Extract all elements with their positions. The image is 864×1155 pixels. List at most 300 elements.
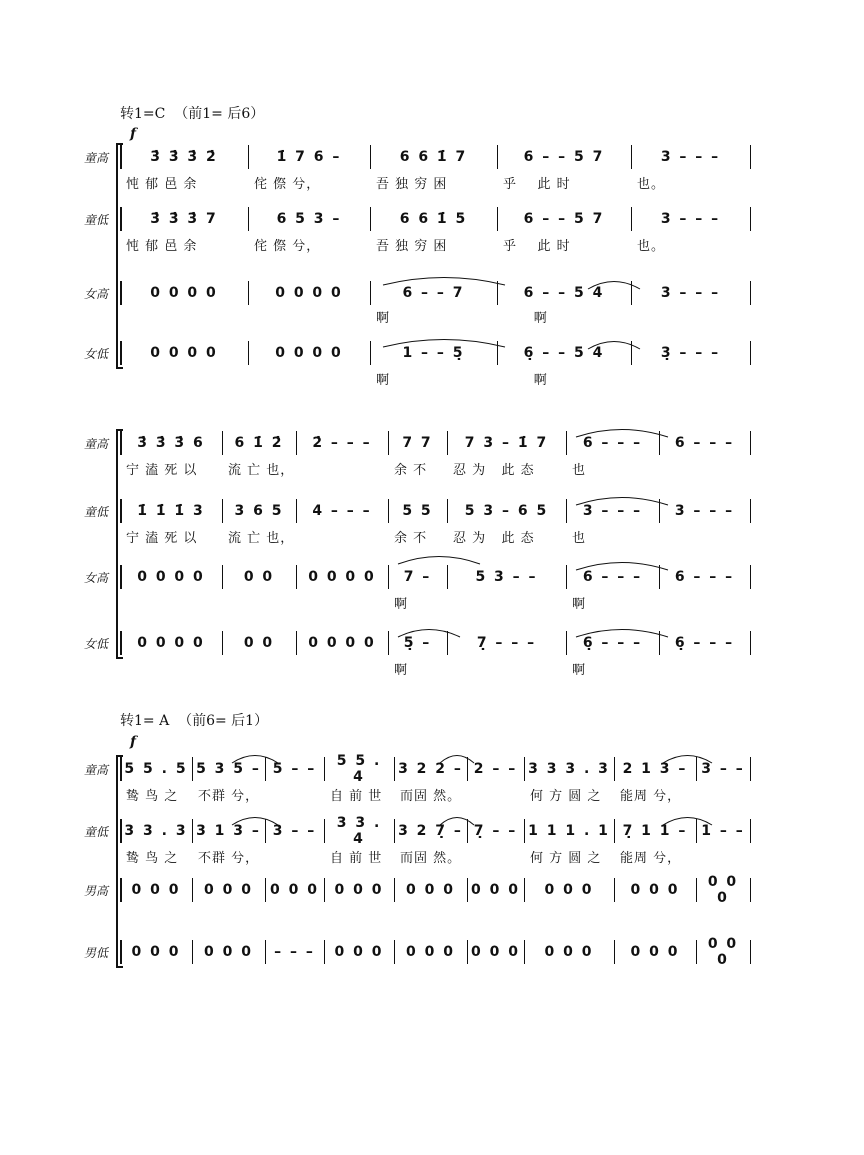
slur-mark xyxy=(576,626,668,638)
bar-line xyxy=(394,940,395,964)
slur-mark xyxy=(663,814,712,826)
measure xyxy=(663,631,746,655)
slur-mark xyxy=(576,426,668,438)
measure xyxy=(124,499,218,523)
bar-line xyxy=(120,341,122,365)
measure xyxy=(392,565,443,589)
voice-part-label: 女高 xyxy=(83,287,108,301)
measure-notes: 7̣ – – – xyxy=(476,635,537,651)
lyric-text: 自 前 世 xyxy=(330,789,383,804)
measure xyxy=(663,499,746,523)
measure-notes: 5 3 5 – xyxy=(196,761,261,777)
slur-mark xyxy=(663,752,712,764)
measure-notes: 3 3 3 . 3 xyxy=(528,761,610,777)
measure-notes: 3 2 2 – xyxy=(398,761,463,777)
slur-mark xyxy=(398,626,460,638)
measure-notes: 0 0 0 xyxy=(707,874,739,906)
bar-line xyxy=(750,499,751,523)
system-bracket xyxy=(116,143,123,369)
system-bracket xyxy=(116,755,123,968)
voice-part-label: 童低 xyxy=(83,505,108,519)
measure-notes: 3 – – – xyxy=(674,503,735,519)
lyric-text: 鸷 鸟 之 xyxy=(126,851,179,866)
lyric-text: 啊 xyxy=(376,373,391,388)
measure-notes: 0 0 0 0 xyxy=(137,569,205,585)
lyric-text: 何 方 圆 之 xyxy=(530,789,602,804)
lyric-text: 不群 兮， xyxy=(198,851,260,866)
bar-line xyxy=(296,431,297,455)
measure-notes: 0 0 0 xyxy=(630,944,680,960)
lyric-text: 啊 xyxy=(376,311,391,326)
measure-notes: 5 3 – 6 5 xyxy=(464,503,549,519)
measure xyxy=(635,281,746,305)
voice-part-label: 童高 xyxy=(83,151,108,165)
bar-line xyxy=(370,207,371,231)
bar-line xyxy=(222,565,223,589)
system-bracket xyxy=(116,429,123,659)
bar-line xyxy=(614,940,615,964)
lyric-text: 余 不 xyxy=(394,463,428,478)
bar-line xyxy=(696,878,697,902)
lyric-text: 侘 傺 兮， xyxy=(254,177,321,192)
measure-notes: 3̣ – – – xyxy=(660,345,721,361)
measure-notes: 3 2 7̣ – xyxy=(398,823,463,839)
measure xyxy=(501,207,627,231)
measure-notes: 0 0 0 xyxy=(131,882,181,898)
measure-notes: 3 – – xyxy=(272,823,317,839)
measure-notes: 6̣ – – – xyxy=(674,635,735,651)
measure xyxy=(124,431,218,455)
measure-notes: 0 0 0 xyxy=(544,944,594,960)
measure-notes: 5̣ – xyxy=(403,635,432,651)
measure xyxy=(635,207,746,231)
measure-notes: 6 – – – xyxy=(582,435,643,451)
dynamic-marking: f xyxy=(130,734,137,750)
measure xyxy=(471,940,520,964)
measure-notes: 0 0 0 xyxy=(334,882,384,898)
measure xyxy=(528,940,610,964)
bar-line xyxy=(467,940,468,964)
lyric-text: 流 亡 也， xyxy=(228,531,295,546)
bar-line xyxy=(497,207,498,231)
measure xyxy=(451,565,562,589)
measure xyxy=(124,757,188,781)
bar-line xyxy=(394,757,395,781)
measure-notes: 1 1 1 . 1 xyxy=(528,823,610,839)
slur-mark xyxy=(232,752,278,764)
measure xyxy=(124,631,218,655)
bar-line xyxy=(750,281,751,305)
measure-notes: 3 1 3 – xyxy=(196,823,261,839)
bar-line xyxy=(120,819,122,843)
measure-notes: 6 – – – xyxy=(674,569,735,585)
slur-mark xyxy=(576,494,668,506)
bar-line xyxy=(222,631,223,655)
measure-notes: 0 0 0 xyxy=(204,944,253,960)
measure xyxy=(124,207,244,231)
bar-line xyxy=(192,819,193,843)
measure xyxy=(700,936,746,968)
lyric-text: 忍 为 此 态 xyxy=(453,463,535,478)
bar-line xyxy=(120,207,122,231)
measure xyxy=(328,878,390,902)
voice-part-label: 女低 xyxy=(83,347,108,361)
measure-notes: 5 5 . 4 xyxy=(336,753,382,785)
bar-line xyxy=(566,499,567,523)
bar-line xyxy=(370,281,371,305)
measure-notes: 0 0 0 0 xyxy=(308,569,376,585)
slur-mark xyxy=(440,814,474,826)
measure-notes: 6 6 1̇ 5 xyxy=(399,211,468,227)
measure xyxy=(124,145,244,169)
bar-line xyxy=(265,878,266,902)
measure-notes: 2 1 3 – xyxy=(622,761,688,777)
bar-line xyxy=(750,757,751,781)
key-change-label: 转1= A （前6= 后1） xyxy=(120,713,269,729)
measure xyxy=(226,631,292,655)
lyric-text: 宁 溘 死 以 xyxy=(126,531,198,546)
measure xyxy=(328,753,390,785)
bar-line xyxy=(447,499,448,523)
measure xyxy=(663,431,746,455)
voice-part-label: 女高 xyxy=(83,571,108,585)
bar-line xyxy=(192,940,193,964)
measure-notes: 0 0 0 0 xyxy=(150,285,218,301)
lyric-text: 忳 郁 邑 余 xyxy=(126,177,198,192)
bar-line xyxy=(120,565,122,589)
measure-notes: 1̇ 1̇ 1̇ 3 xyxy=(137,503,205,519)
lyric-text: 啊 xyxy=(572,597,587,612)
bar-line xyxy=(524,878,525,902)
measure xyxy=(252,281,366,305)
lyric-text: 也。 xyxy=(637,239,666,254)
bar-line xyxy=(631,207,632,231)
measure-notes: 3̇ 3̇ 3̇ 2̇ xyxy=(150,149,218,165)
dynamic-marking: f xyxy=(130,126,137,142)
bar-line xyxy=(120,499,122,523)
bar-line xyxy=(750,878,751,902)
measure-notes: 0 0 0 0 xyxy=(275,285,343,301)
measure-notes: – – – xyxy=(274,944,315,960)
measure xyxy=(618,878,692,902)
bar-line xyxy=(248,341,249,365)
measure-notes: 3 – – – xyxy=(660,149,721,165)
lyric-text: 也 xyxy=(572,531,587,546)
bar-line xyxy=(394,878,395,902)
measure-notes: 6 – – – xyxy=(582,569,643,585)
measure xyxy=(663,565,746,589)
lyric-text: 鸷 鸟 之 xyxy=(126,789,179,804)
measure-notes: 3 – – – xyxy=(660,285,721,301)
measure-notes: 6 6 1̇ 7 xyxy=(399,149,468,165)
measure-notes: 2̇ – – – xyxy=(312,435,372,451)
measure-notes: 3 6 5 xyxy=(234,503,284,519)
measure xyxy=(124,565,218,589)
bar-line xyxy=(192,757,193,781)
bar-line xyxy=(222,431,223,455)
measure-notes: 3 3 . 3 xyxy=(124,823,188,839)
bar-line xyxy=(566,431,567,455)
measure-notes: 7̣ – – xyxy=(473,823,518,839)
bar-line xyxy=(750,631,751,655)
slur-mark xyxy=(398,553,480,565)
measure xyxy=(471,878,520,902)
lyric-text: 忳 郁 邑 余 xyxy=(126,239,198,254)
measure xyxy=(618,940,692,964)
measure-notes: 2 – – xyxy=(473,761,518,777)
measure-notes: 0 0 0 0 xyxy=(137,635,205,651)
bar-line xyxy=(296,631,297,655)
measure xyxy=(398,878,463,902)
measure xyxy=(398,940,463,964)
bar-line xyxy=(696,940,697,964)
measure-notes: 0 0 0 xyxy=(270,882,319,898)
measure xyxy=(451,631,562,655)
measure-notes: 3 3 . 4 xyxy=(336,815,382,847)
bar-line xyxy=(614,878,615,902)
bar-line xyxy=(750,341,751,365)
bar-line xyxy=(750,819,751,843)
bar-line xyxy=(388,565,389,589)
measure-notes: 5 5 xyxy=(402,503,433,519)
measure-notes: 0 0 0 xyxy=(471,882,520,898)
bar-line xyxy=(222,499,223,523)
measure-notes: 0 0 0 xyxy=(204,882,253,898)
measure xyxy=(226,565,292,589)
voice-part-label: 男高 xyxy=(83,884,108,898)
bar-line xyxy=(524,819,525,843)
measure-notes: 0 0 0 0 xyxy=(150,345,218,361)
lyric-text: 啊 xyxy=(394,663,409,678)
lyric-text: 能周 兮， xyxy=(620,851,682,866)
slur-mark xyxy=(588,278,640,290)
bar-line xyxy=(324,878,325,902)
measure-notes: 5 5 . 5 xyxy=(124,761,188,777)
slur-mark xyxy=(232,814,278,826)
bar-line xyxy=(388,499,389,523)
voice-part-label: 女低 xyxy=(83,637,108,651)
measure-notes: 6 – – 7 xyxy=(402,285,465,301)
measure-notes: 5 3 – – xyxy=(475,569,538,585)
measure xyxy=(328,815,390,847)
measure xyxy=(392,499,443,523)
lyric-text: 能周 兮， xyxy=(620,789,682,804)
bar-line xyxy=(370,145,371,169)
key-change-label: 转1=C （前1= 后6） xyxy=(120,106,265,122)
measure xyxy=(124,819,188,843)
measure xyxy=(300,631,384,655)
bar-line xyxy=(248,207,249,231)
measure xyxy=(471,757,520,781)
measure-notes: 1 – – 5̣ xyxy=(402,345,465,361)
bar-line xyxy=(248,281,249,305)
bar-line xyxy=(120,281,122,305)
bar-line xyxy=(614,757,615,781)
bar-line xyxy=(120,145,122,169)
bar-line xyxy=(394,819,395,843)
voice-part-label: 男低 xyxy=(83,946,108,960)
measure-notes: 3 – – – xyxy=(582,503,643,519)
measure xyxy=(374,207,493,231)
lyric-text: 吾 独 穷 困 xyxy=(376,177,448,192)
measure-notes: 0 0 0 0 xyxy=(275,345,343,361)
measure xyxy=(451,499,562,523)
bar-line xyxy=(248,145,249,169)
measure-notes: 0 0 0 xyxy=(707,936,739,968)
measure-notes: 7̣ 1 1 – xyxy=(622,823,688,839)
lyric-text: 侘 傺 兮， xyxy=(254,239,321,254)
measure xyxy=(528,878,610,902)
measure xyxy=(392,431,443,455)
bar-line xyxy=(324,757,325,781)
measure xyxy=(300,499,384,523)
measure xyxy=(124,940,188,964)
bar-line xyxy=(120,631,122,655)
bar-line xyxy=(120,431,122,455)
lyric-text: 啊 xyxy=(394,597,409,612)
bar-line xyxy=(120,940,122,964)
measure-notes: 3 – – xyxy=(701,761,745,777)
measure-notes: 0 0 0 xyxy=(630,882,680,898)
lyric-text: 余 不 xyxy=(394,531,428,546)
measure xyxy=(226,431,292,455)
lyric-text: 啊 xyxy=(572,663,587,678)
lyric-text: 而固 然。 xyxy=(400,789,462,804)
measure-notes: 7 7 xyxy=(402,435,433,451)
bar-line xyxy=(467,878,468,902)
bar-line xyxy=(750,431,751,455)
measure xyxy=(124,281,244,305)
lyric-text: 乎 此 时 xyxy=(503,239,571,254)
measure-notes: 0 0 0 xyxy=(471,944,520,960)
measure-notes: 6 – – 5 7 xyxy=(523,211,605,227)
measure xyxy=(451,431,562,455)
measure xyxy=(300,565,384,589)
measure-notes: 6 – – 5 4 xyxy=(523,285,605,301)
bar-line xyxy=(324,940,325,964)
measure-notes: 6 5 3 – xyxy=(276,211,342,227)
voice-part-label: 童低 xyxy=(83,213,108,227)
bar-line xyxy=(566,631,567,655)
lyric-text: 何 方 圆 之 xyxy=(530,851,602,866)
lyric-text: 流 亡 也， xyxy=(228,463,295,478)
bar-line xyxy=(324,819,325,843)
lyric-text: 宁 溘 死 以 xyxy=(126,463,198,478)
lyric-text: 乎 此 时 xyxy=(503,177,571,192)
measure xyxy=(196,940,261,964)
measure-notes: 0 0 xyxy=(243,569,275,585)
measure-notes: 0 0 0 0 xyxy=(308,635,376,651)
measure-notes: 7 3 – 1̇ 7 xyxy=(464,435,549,451)
measure xyxy=(252,341,366,365)
slur-mark xyxy=(440,752,474,764)
bar-line xyxy=(524,940,525,964)
slur-mark xyxy=(576,559,668,571)
bar-line xyxy=(388,631,389,655)
measure-notes: 3̇ 3̇ 3̇ 7 xyxy=(150,211,218,227)
bar-line xyxy=(120,878,122,902)
measure xyxy=(124,341,244,365)
measure-notes: 5 – – xyxy=(272,761,317,777)
bar-line xyxy=(265,940,266,964)
lyric-text: 也 xyxy=(572,463,587,478)
bar-line xyxy=(447,431,448,455)
measure xyxy=(374,145,493,169)
measure-notes: 3̇ 3̇ 3̇ 6 xyxy=(137,435,205,451)
lyric-text: 不群 兮， xyxy=(198,789,260,804)
measure xyxy=(501,145,627,169)
voice-part-label: 童高 xyxy=(83,437,108,451)
lyric-text: 而固 然。 xyxy=(400,851,462,866)
measure-notes: 0 0 0 xyxy=(131,944,181,960)
slur-mark xyxy=(588,338,640,350)
measure xyxy=(124,878,188,902)
bar-line xyxy=(296,565,297,589)
measure xyxy=(300,431,384,455)
measure-notes: 6 1̇ 2̇ xyxy=(234,435,284,451)
measure xyxy=(700,874,746,906)
lyric-text: 也。 xyxy=(637,177,666,192)
measure xyxy=(528,819,610,843)
measure-notes: 7 – xyxy=(403,569,432,585)
voice-part-label: 童低 xyxy=(83,825,108,839)
measure-notes: 6̣ – – 5 4 xyxy=(523,345,605,361)
measure xyxy=(528,757,610,781)
measure-notes: 1 – – xyxy=(701,823,745,839)
measure-notes: 4 – – – xyxy=(312,503,372,519)
measure xyxy=(269,940,320,964)
measure xyxy=(226,499,292,523)
lyric-text: 啊 xyxy=(503,311,548,326)
measure-notes: 6 – – – xyxy=(674,435,735,451)
measure-notes: 0 0 0 xyxy=(406,944,455,960)
lyric-text: 吾 独 穷 困 xyxy=(376,239,448,254)
bar-line xyxy=(750,207,751,231)
measure xyxy=(635,341,746,365)
bar-line xyxy=(497,145,498,169)
voice-part-label: 童高 xyxy=(83,763,108,777)
slur-mark xyxy=(383,274,505,286)
lyric-text: 忍 为 此 态 xyxy=(453,531,535,546)
measure-notes: 0 0 0 xyxy=(334,944,384,960)
bar-line xyxy=(750,565,751,589)
bar-line xyxy=(566,565,567,589)
measure-notes: 6 – – 5 7 xyxy=(523,149,605,165)
bar-line xyxy=(524,757,525,781)
measure-notes: 0 0 xyxy=(243,635,275,651)
slur-mark xyxy=(383,336,505,348)
measure xyxy=(471,819,520,843)
bar-line xyxy=(750,145,751,169)
lyric-text: 啊 xyxy=(503,373,548,388)
bar-line xyxy=(750,940,751,964)
bar-line xyxy=(120,757,122,781)
bar-line xyxy=(388,431,389,455)
measure xyxy=(252,207,366,231)
bar-line xyxy=(631,145,632,169)
measure xyxy=(328,940,390,964)
measure xyxy=(269,878,320,902)
lyric-text: 自 前 世 xyxy=(330,851,383,866)
measure-notes: 3 – – – xyxy=(660,211,721,227)
measure xyxy=(635,145,746,169)
bar-line xyxy=(614,819,615,843)
bar-line xyxy=(447,565,448,589)
measure-notes: 6̣ – – – xyxy=(582,635,643,651)
bar-line xyxy=(192,878,193,902)
bar-line xyxy=(296,499,297,523)
measure xyxy=(252,145,366,169)
